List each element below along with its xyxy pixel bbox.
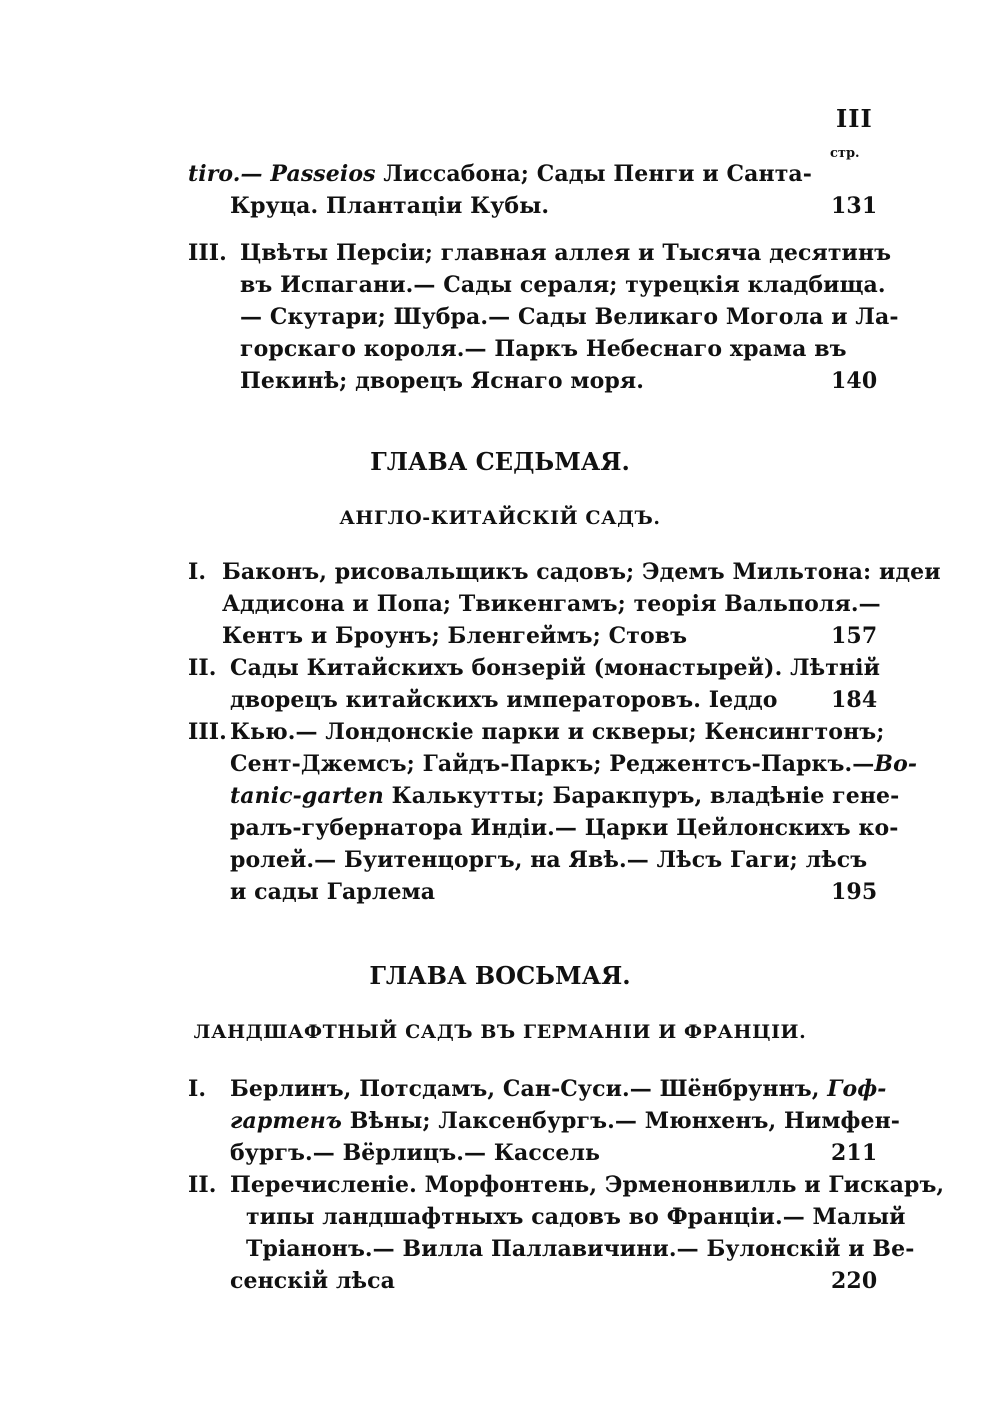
- entry-text: [222, 620, 687, 652]
- toc-line: [0, 716, 1000, 748]
- entry-text: [246, 1233, 914, 1265]
- dot-leader: [559, 190, 806, 222]
- toc-line: [0, 1169, 1000, 1201]
- text-run: сенскій лѣса: [230, 1268, 395, 1294]
- italic-text: tanic-garten: [230, 783, 384, 809]
- entry-text: [246, 1201, 906, 1233]
- entry-text: [230, 780, 899, 812]
- text-run: Сент-Джемсъ; Гайдъ-Паркъ; Реджентсъ-Паркъ.—: [230, 751, 875, 777]
- entry-text: [188, 158, 812, 190]
- toc-line: [0, 780, 1000, 812]
- italic-text: Bo-: [874, 751, 918, 777]
- entry-page-number: 184: [831, 687, 878, 713]
- text-run: горскаго короля.— Паркъ Небеснаго храма въ: [240, 336, 847, 362]
- text-run: Сады Китайскихъ бонзерій (монастырей). Лѣтній: [230, 655, 881, 681]
- toc-line: [0, 269, 1000, 301]
- page-number: III: [836, 104, 873, 133]
- toc-line: [0, 301, 1000, 333]
- toc-line: [0, 333, 1000, 365]
- toc-line: [0, 1073, 1000, 1105]
- entry-text: [240, 301, 899, 333]
- toc-line: [0, 1265, 1000, 1297]
- entry-text: [230, 876, 435, 908]
- text-run: Аддисона и Попа; Твикенгамъ; теорія Вальполя.—: [222, 591, 881, 617]
- entry-text: [230, 652, 880, 684]
- entry-number: III.: [188, 719, 227, 745]
- dot-leader: [445, 876, 806, 908]
- text-run: ралъ-губернатора Индіи.— Царки Цейлонскихъ ко-: [230, 815, 899, 841]
- italic-text: гартенъ: [230, 1108, 343, 1134]
- entry-page-number: 140: [831, 368, 878, 394]
- toc-line: [0, 844, 1000, 876]
- text-run: Калькутты; Баракпуръ, владѣніе гене-: [383, 783, 900, 809]
- toc-line: [0, 365, 1000, 397]
- entry-page-number: 157: [831, 623, 878, 649]
- text-run: Круца. Плантаціи Кубы.: [230, 193, 550, 219]
- text-run: въ Испагани.— Сады сераля; турецкія кладбища.: [240, 272, 886, 298]
- toc-line: [0, 158, 1000, 190]
- entry-page-number: 131: [831, 193, 878, 219]
- entry-number: I.: [188, 1076, 207, 1102]
- entry-text: [240, 237, 891, 269]
- page-column-label: стр.: [830, 146, 860, 161]
- toc-line: [0, 684, 1000, 716]
- entry-text: [230, 1169, 944, 1201]
- dot-leader: [405, 1265, 806, 1297]
- dot-leader: [610, 1137, 806, 1169]
- entry-page-number: 220: [831, 1268, 878, 1294]
- toc-line: [0, 876, 1000, 908]
- entry-text: [230, 748, 917, 780]
- text-run: Баконъ, рисовальщикъ садовъ; Эдемъ Мильтона: идеи: [222, 559, 941, 585]
- entry-number: II.: [188, 655, 217, 681]
- toc-line: [0, 620, 1000, 652]
- toc-line: [0, 1105, 1000, 1137]
- entry-text: [230, 1137, 600, 1169]
- entry-text: [240, 333, 847, 365]
- entry-text: [222, 556, 941, 588]
- entry-text: [230, 1265, 395, 1297]
- entry-text: [230, 716, 884, 748]
- entry-text: [230, 844, 867, 876]
- text-run: типы ландшафтныхъ садовъ во Франціи.— Малый: [246, 1204, 906, 1230]
- dot-leader: [654, 365, 806, 397]
- toc-line: [0, 652, 1000, 684]
- text-run: Кью.— Лондонскіе парки и скверы; Кенсингтонъ;: [230, 719, 885, 745]
- dot-leader: [788, 684, 806, 716]
- chapter-subtitle: АНГЛО-КИТАЙСКІЙ САДЪ.: [339, 507, 661, 529]
- toc-line: [0, 1137, 1000, 1169]
- toc-line: [0, 748, 1000, 780]
- italic-text: tiro.— Passeios: [188, 161, 376, 187]
- toc-line: [0, 556, 1000, 588]
- toc-line: [0, 812, 1000, 844]
- text-run: Лиссабона; Сады Пенги и Санта-: [375, 161, 813, 187]
- toc-line: [0, 1201, 1000, 1233]
- entry-text: [230, 1105, 900, 1137]
- toc-line: [0, 1233, 1000, 1265]
- text-run: Пекинѣ; дворецъ Яснаго моря.: [240, 368, 644, 394]
- text-run: Тріанонъ.— Вилла Паллавичини.— Булонскій и Ве-: [246, 1236, 915, 1262]
- entry-text: [230, 812, 898, 844]
- chapter-heading: ГЛАВА ВОСЬМАЯ.: [369, 961, 631, 990]
- text-run: Цвѣты Персіи; главная аллея и Тысяча десятинъ: [240, 240, 892, 266]
- entry-page-number: 195: [831, 879, 878, 905]
- text-run: Перечисленіе. Морфонтень, Эрменонвилль и Гискаръ,: [230, 1172, 945, 1198]
- entry-number: I.: [188, 559, 207, 585]
- chapter-heading: ГЛАВА СЕДЬМАЯ.: [370, 447, 630, 476]
- toc-line: [0, 190, 1000, 222]
- text-run: и сады Гарлема: [230, 879, 436, 905]
- entry-number: II.: [188, 1172, 217, 1198]
- toc-line: [0, 237, 1000, 269]
- dot-leader: [697, 620, 806, 652]
- entry-text: [240, 365, 644, 397]
- toc-line: [0, 588, 1000, 620]
- text-run: ролей.— Буитенцоргъ, на Явѣ.— Лѣсъ Гаги; лѣсъ: [230, 847, 868, 873]
- entry-page-number: 211: [831, 1140, 878, 1166]
- entry-text: [230, 190, 549, 222]
- entry-number: III.: [188, 240, 227, 266]
- text-run: бургъ.— Вёрлицъ.— Кассель: [230, 1140, 601, 1166]
- text-run: дворецъ китайскихъ императоровъ. Іеддо: [230, 687, 778, 713]
- entry-text: [240, 269, 886, 301]
- text-run: Кентъ и Броунъ; Бленгеймъ; Стовъ: [222, 623, 688, 649]
- italic-text: Гоф-: [827, 1076, 887, 1102]
- text-run: Берлинъ, Потсдамъ, Сан-Суси.— Шёнбруннъ,: [230, 1076, 828, 1102]
- entry-text: [222, 588, 881, 620]
- entry-text: [230, 684, 778, 716]
- text-run: — Скутари; Шубра.— Сады Великаго Могола и Ла-: [240, 304, 899, 330]
- text-run: Вѣны; Лаксенбургъ.— Мюнхенъ, Нимфен-: [342, 1108, 901, 1134]
- chapter-subtitle: ЛАНДШАФТНЫЙ САДЪ ВЪ ГЕРМАНІИ И ФРАНЦІИ.: [193, 1021, 807, 1043]
- entry-text: [230, 1073, 887, 1105]
